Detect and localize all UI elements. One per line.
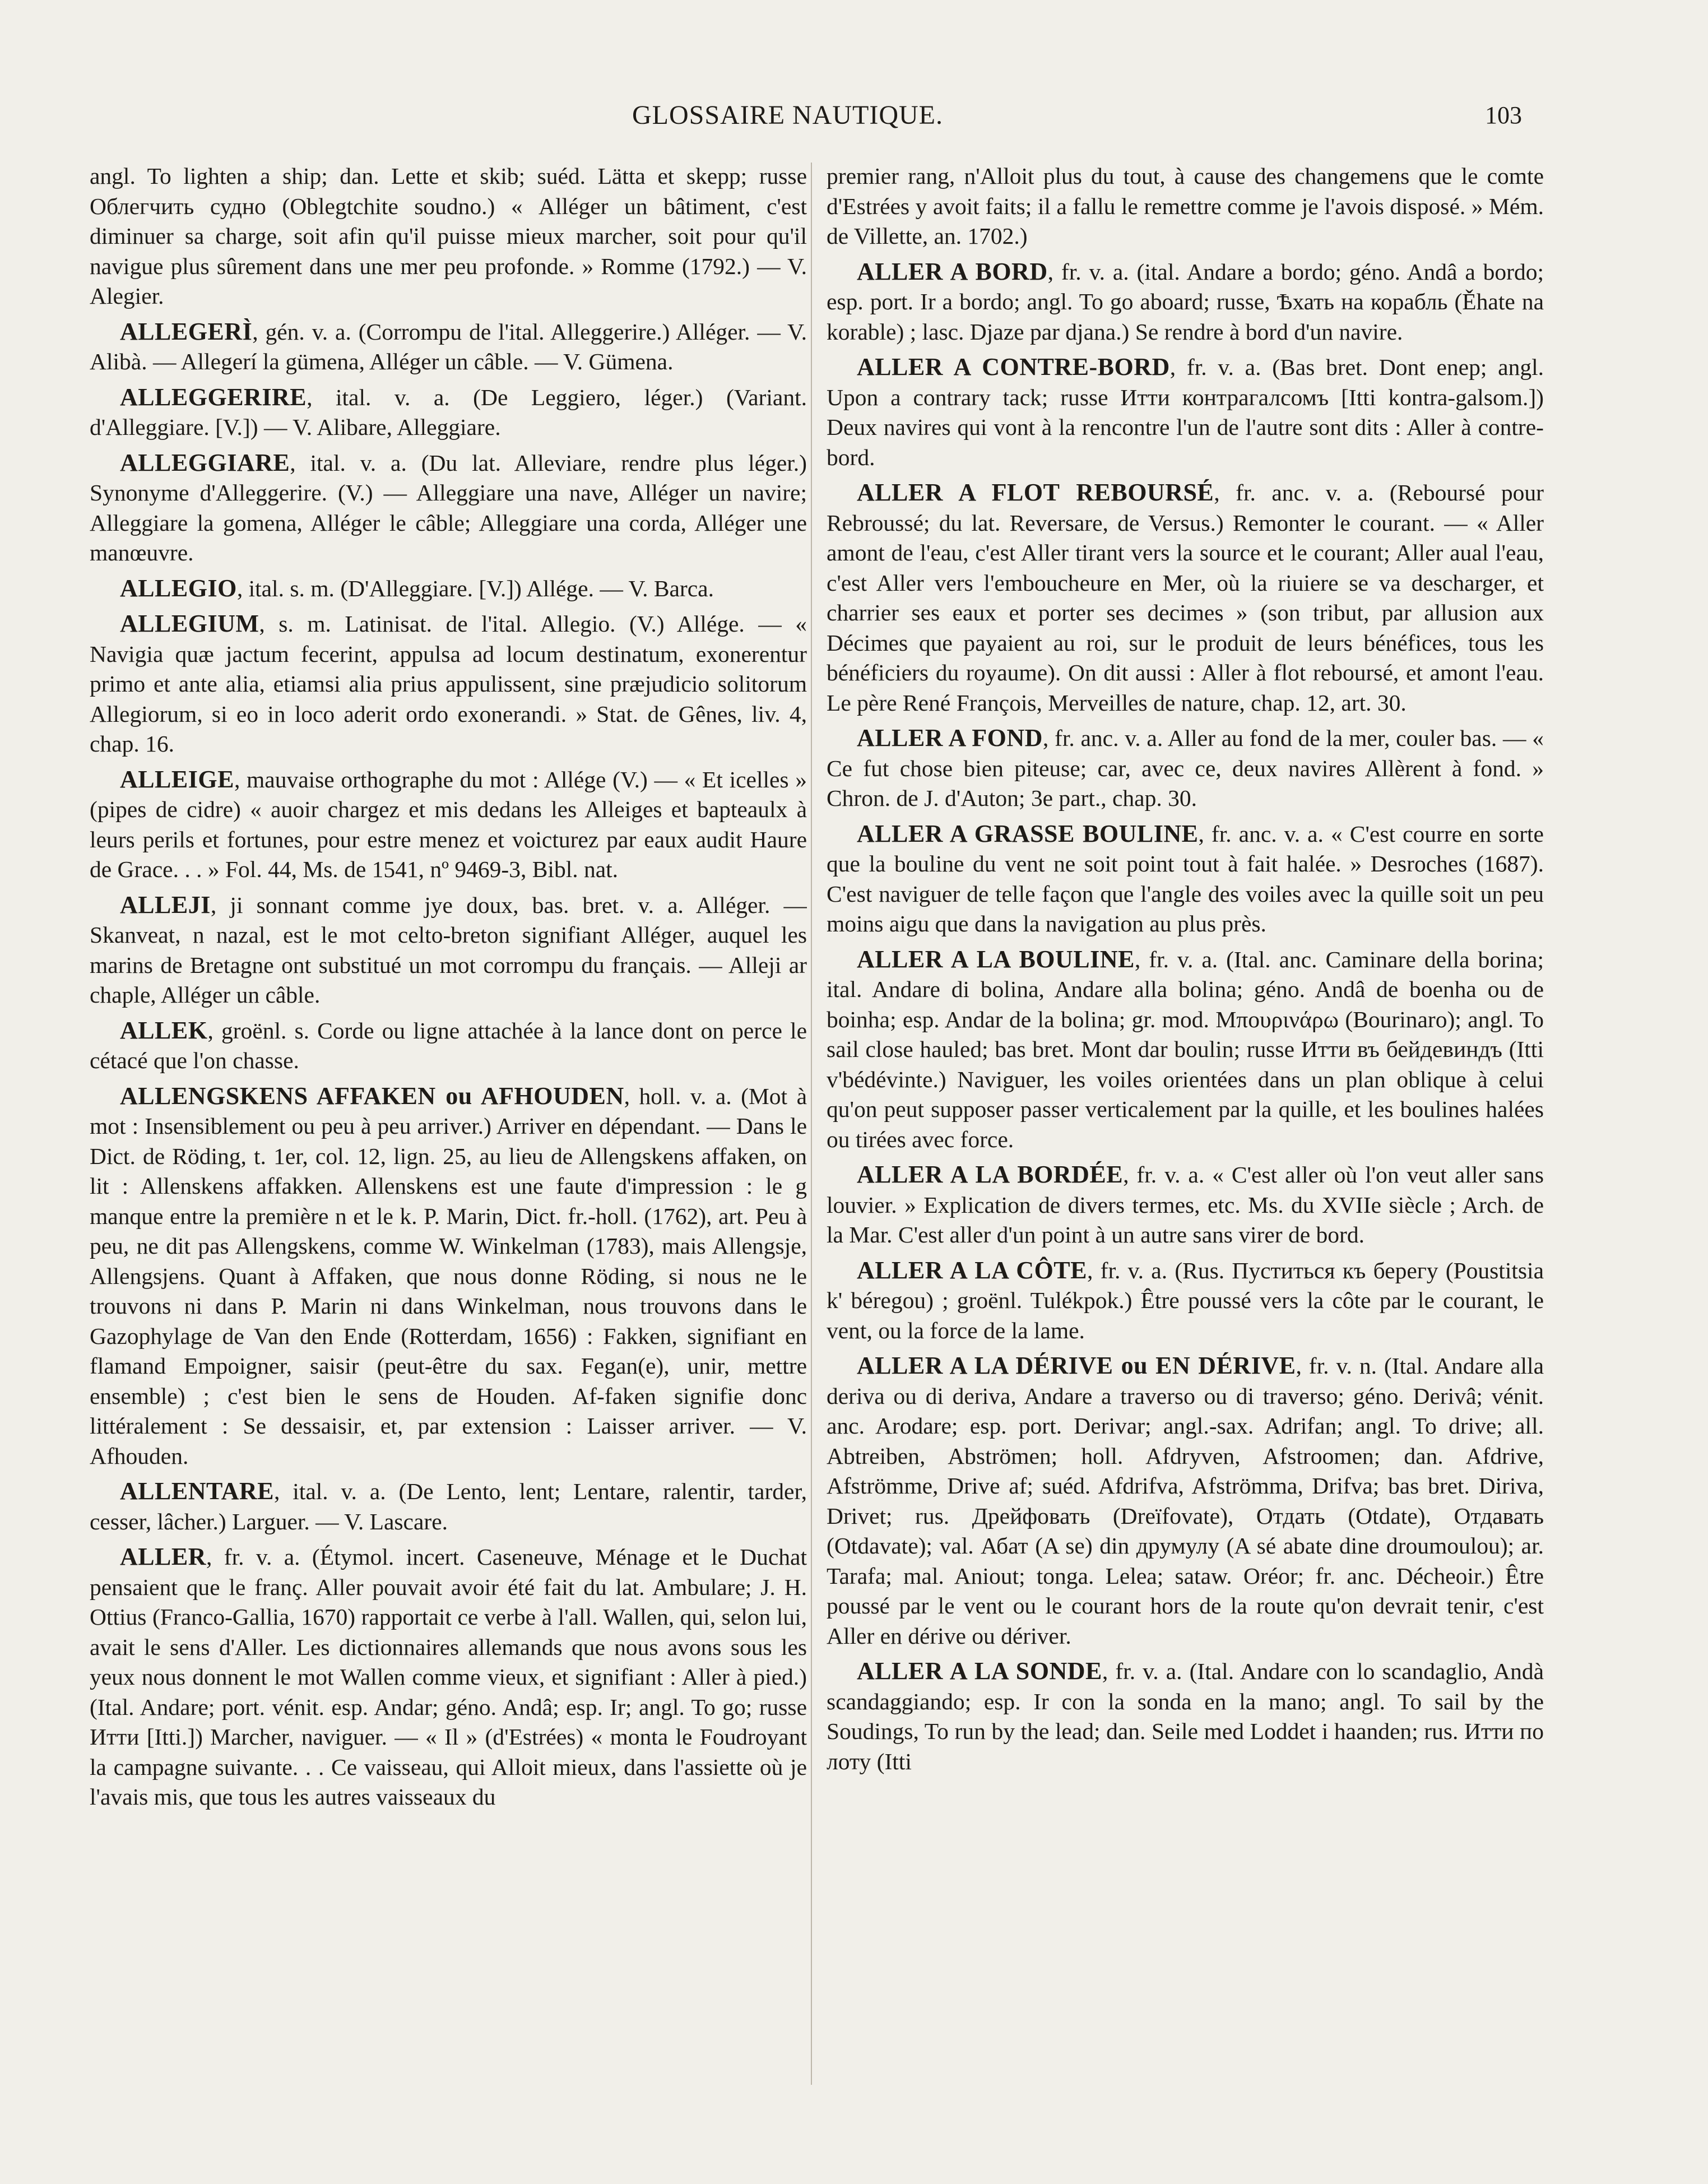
dictionary-entry xyxy=(827,1255,1544,1346)
dictionary-entry xyxy=(90,1542,807,1812)
entry-headword: ALLER A LA BOULINE xyxy=(856,945,1135,973)
entry-headword: ALLEK xyxy=(119,1016,208,1044)
entry-headword: ALLER A LA CÔTE xyxy=(856,1256,1087,1284)
entry-text: , fr. v. a. « C'est aller où l'on veut aller sans louvier. » Explication de divers termes, etc. Ms. du XVIIe siècle ; Arch. de la Mar. C'est aller d'un point à un autre sans virer de bord. xyxy=(827,1162,1544,1248)
dictionary-entry xyxy=(827,1351,1544,1651)
entry-text: , fr. v. n. (Ital. Andare alla deriva ou di deriva, Andare a traverso ou di traverso; géno. Derivâ; vénit. anc. Arodare; esp. port. Derivar; angl.-sax. Adrifan; angl. To drive; all. Abtreiben, Abströmen; holl. Afdryven, Afstroomen; dan. Afdrive, Afströmme, Drive af; suéd. Afdrifva, Afströmma, Drifva; bas bret. Diriva, Drivet; rus. Дрейфовать (Dreïfovate), Отдать (Otdate), Отдавать (Otdavate); val. Абат (A se) din друмулу (A sé abate dine droumoulou); ar. Tarafa; mal. Aniout; tonga. Lelea; sataw. Oréor; fr. anc. Décheoir.) Être poussé par le vent ou le courant hors de la route qu'on devrait tenir, c'est Aller en dérive ou dériver. xyxy=(827,1353,1544,1649)
entry-headword: ALLER A LA SONDE xyxy=(856,1657,1102,1685)
dictionary-entry xyxy=(827,1656,1544,1777)
entry-text: , ital. v. a. (De Lento, lent; Lentare, ralentir, tarder, cesser, lâcher.) Larguer. — V. Lascare. xyxy=(90,1478,807,1534)
entry-headword: ALLER A LA DÉRIVE ou EN DÉRIVE xyxy=(856,1352,1296,1379)
entry-text: , fr. v. a. (Étymol. incert. Caseneuve, Ménage et le Duchat pensaient que le franç. Aller pouvait avoir été fait du lat. Ambulare; J. H. Ottius (Franco-Gallia, 1670) rapportait ce verbe à l'all. Wallen, qui, selon lui, avait le sens d'Aller. Les dictionnaires allemands que nous avons sous les yeux nous donnent le mot Wallen comme vieux, et signifiant : Aller à pied.) (Ital. Andare; port. vénit. esp. Andar; géno. Andâ; esp. Ir; angl. To go; russe Итти [Itti.]) Marcher, naviguer. — « Il » (d'Estrées) « monta le Foudroyant la campagne suivante. . . Ce vaisseau, qui Alloit mieux, dans l'assiette où je l'avais mis, que tous les autres vaisseaux du xyxy=(90,1544,807,1810)
dictionary-entry xyxy=(90,1476,807,1537)
dictionary-entry xyxy=(90,609,807,759)
entry-headword: ALLER A BORD xyxy=(856,257,1048,285)
dictionary-entry xyxy=(90,161,807,312)
entry-headword: ALLER A GRASSE BOULINE xyxy=(856,819,1199,847)
entry-headword: ALLEGIO xyxy=(119,574,237,602)
dictionary-entry xyxy=(90,317,807,377)
entry-text: , mauvaise orthographe du mot : Allége (V.) — « Et icelles » (pipes de cidre) « auoir chargez et mis dedans les Alleiges et bapteaulx à leurs perils et fortunes, pour estre menez et voicturez par eaux audit Haure de Grace. . . » Fol. 44, Ms. de 1541, nº 9469-3, Bibl. nat. xyxy=(90,766,807,882)
entry-headword: ALLEIGE xyxy=(119,765,234,793)
entry-headword: ALLEGGIARE xyxy=(119,448,290,476)
entry-text: , ital. v. a. (Du lat. Alleviare, rendre plus léger.) Synonyme d'Alleggerire. (V.) — Alleggiare una nave, Alléger un navire; Alleggiare la gomena, Alléger le câble; Alleggiare una corda, Alléger une manœuvre. xyxy=(90,449,807,565)
entry-text: , s. m. Latinisat. de l'ital. Allegio. (V.) Allége. — « Navigia quæ jactum fecerint, appulsa ad locum destinatum, exonerentur primo et ante alia, etiamsi alia prius appulissent, sine præjudicio solitorum Allegiorum, si eo in loco aderit ordo exonerandi. » Stat. de Gênes, liv. 4, chap. 16. xyxy=(90,611,807,757)
dictionary-entry xyxy=(90,573,807,604)
entry-text: , fr. v. a. (Ital. Andare con lo scandaglio, Andà scandaggiando; esp. Ir con la sonda en la mano; angl. To sail by the Soudings, To run by the lead; dan. Seile med Loddet i haanden; rus. Итти по лоту (Itti xyxy=(827,1658,1544,1774)
entry-headword: ALLEGIUM xyxy=(119,610,259,637)
entry-text: , gén. v. a. (Corrompu de l'ital. Alleggerire.) Alléger. — V. Alibà. — Allegerí la gümena, Alléger un câble. — V. Gümena. xyxy=(90,318,807,374)
entry-text: , ital. v. a. (De Leggiero, léger.) (Variant. d'Alleggiare. [V.]) — V. Alibare, Alleggiare. xyxy=(90,384,807,440)
entry-headword: ALLER A FOND xyxy=(856,724,1043,752)
running-title: GLOSSAIRE NAUTIQUE. xyxy=(632,100,943,130)
dictionary-entry xyxy=(827,944,1544,1155)
entry-text: premier rang, n'Alloit plus du tout, à cause des changemens que le comte d'Estrées y avoit faits; il a fallu le remettre comme je l'avois disposé. » Mém. de Villette, an. 1702.) xyxy=(827,163,1544,249)
entry-text: , fr. v. a. (Bas bret. Dont enep; angl. Upon a contrary tack; russe Итти контрагалсомъ [Itti kontra-galsom.]) Deux navires qui vont à la rencontre l'un de l'autre sont dits : Aller à contre-bord. xyxy=(827,354,1544,470)
entry-headword: ALLER A FLOT REBOURSÉ xyxy=(856,479,1214,506)
entry-text: , fr. anc. v. a. « C'est courre en sorte que la bouline du vent ne soit point tout à fait halée. » Desroches (1687). C'est naviguer de telle façon que l'angle des voiles avec la quille soit un peu moins aigu que dans la navigation au plus près. xyxy=(827,820,1544,936)
dictionary-entry xyxy=(827,723,1544,814)
dictionary-entry xyxy=(90,890,807,1010)
dictionary-entry xyxy=(827,257,1544,347)
entry-text: , fr. v. a. (Ital. anc. Caminare della borina; ital. Andare di bolina, Andare alla bolina; géno. Andâ de boenha ou de boinha; esp. Andar de la bolina; gr. mod. Μπουρινάρω (Bourinaro); angl. To sail close hauled; bas bret. Mont dar boulin; russe Итти въ бейдевиндъ (Itti v'bédévinte.) Naviguer, les voiles orientées dans un plan oblique à celui qu'on peut supposer passer verticalement par la quille, et les boulines halées ou tirées avec force. xyxy=(827,946,1544,1152)
page-number: 103 xyxy=(1485,101,1522,129)
entry-headword: ALLENGSKENS AFFAKEN ou AFHOUDEN xyxy=(119,1082,624,1110)
entry-text: , fr. anc. v. a. (Reboursé pour Rebroussé; du lat. Reversare, de Versus.) Remonter le courant. — « Aller amont de l'eau, c'est Aller tirant vers la source et le courant; Aller aual l'eau, c'est Aller vers l'emboucheure en Mer, où la riuiere se va descharger, et charrier ses eaux et porter ses decimes » (son tribut, par allusion aux Décimes que payaient au roi, sur le produit de leurs bénéfices, tous les bénéficiers du royaume). On dit aussi : Aller à flot reboursé, et amont l'eau. Le père René François, Merveilles de nature, chap. 12, art. 30. xyxy=(827,480,1544,716)
left-column xyxy=(90,161,807,2084)
entry-text: , groënl. s. Corde ou ligne attachée à la lance dont on perce le cétacé que l'on chasse. xyxy=(90,1017,807,1073)
entry-text: , fr. anc. v. a. Aller au fond de la mer, couler bas. — « Ce fut chose bien piteuse; car, avec ce, deux navires Allèrent à fond. » Chron. de J. d'Auton; 3e part., chap. 30. xyxy=(827,725,1544,811)
entry-headword: ALLER A LA BORDÉE xyxy=(856,1161,1124,1188)
entry-headword: ALLENTARE xyxy=(119,1477,275,1505)
entry-text: , fr. v. a. (Rus. Пуститься къ берегу (Poustitsia k' béregou) ; groënl. Tulékpok.) Être poussé vers la côte par le courant, le vent, ou la force de la lame. xyxy=(827,1257,1544,1343)
entry-headword: ALLER A CONTRE-BORD xyxy=(856,353,1170,381)
dictionary-entry xyxy=(90,1081,807,1472)
dictionary-entry xyxy=(90,382,807,443)
dictionary-entry xyxy=(90,764,807,885)
dictionary-entry xyxy=(90,1016,807,1076)
page-header xyxy=(0,100,1708,145)
dictionary-entry xyxy=(827,352,1544,472)
entry-headword: ALLEGERÌ xyxy=(119,317,253,345)
entry-text: , ji sonnant comme jye doux, bas. bret. v. a. Alléger. — Skanveat, n nazal, est le mot celto-breton signifiant Alléger, auquel les marins de Bretagne ont substitué un mot corrompu du français. — Alleji ar chaple, Alléger un câble. xyxy=(90,892,807,1008)
entry-headword: ALLEJI xyxy=(119,891,211,919)
entry-headword: ALLER xyxy=(119,1543,207,1570)
entry-text: angl. To lighten a ship; dan. Lette et skib; suéd. Lätta et skepp; russe Облегчить судно (Oblegtchite soudno.) « Alléger un bâtiment, c'est diminuer sa charge, soit afin qu'il puisse mieux marcher, soit pour qu'il navigue plus sûrement dans une mer peu profonde. » Romme (1792.) — V. Alegier. xyxy=(90,163,807,309)
dictionary-entry xyxy=(827,161,1544,252)
right-column xyxy=(827,161,1544,2084)
dictionary-entry xyxy=(827,819,1544,939)
entry-text: , fr. v. a. (ital. Andare a bordo; géno. Andâ a bordo; esp. port. Ir a bordo; angl. To go aboard; russe, Ѣхать на корабль (Ěhate na korable) ; lasc. Djaze par djana.) Se rendre à bord d'un navire. xyxy=(827,258,1544,345)
entry-headword: ALLEGGERIRE xyxy=(119,383,307,411)
dictionary-entry xyxy=(827,1160,1544,1250)
entry-text: , ital. s. m. (D'Alleggiare. [V.]) Allége. — V. Barca. xyxy=(236,575,714,601)
column-divider xyxy=(811,163,812,2085)
dictionary-entry xyxy=(827,477,1544,718)
dictionary-entry xyxy=(90,448,807,568)
entry-text: , holl. v. a. (Mot à mot : Insensiblement ou peu à peu arriver.) Arriver en dépendant. — Dans le Dict. de Röding, t. 1er, col. 12, lign. 25, au lieu de Allengskens affaken, on lit : Allenskens affakken. Allenskens est une faute d'impression : le g manque entre la première n et le k. P. Marin, Dict. fr.-holl. (1762), art. Peu à peu, ne dit pas Allengskens, comme W. Winkelman (1783), mais Allengsje, Allengsjens. Quant à Affaken, que nous donne Röding, si nous ne le trouvons ni dans P. Marin ni dans Winkelman, nous trouvons dans le Gazophylage de Van den Ende (Rotterdam, 1656) : Fakken, signifiant en flamand Empoigner, saisir (peut-être du sax. Fegan(e), unir, mettre ensemble) ; c'est bien le sens de Houden. Af-faken signifie donc littéralement : Se dessaisir, et, par extension : Laisser arriver. — V. Afhouden. xyxy=(90,1083,807,1469)
